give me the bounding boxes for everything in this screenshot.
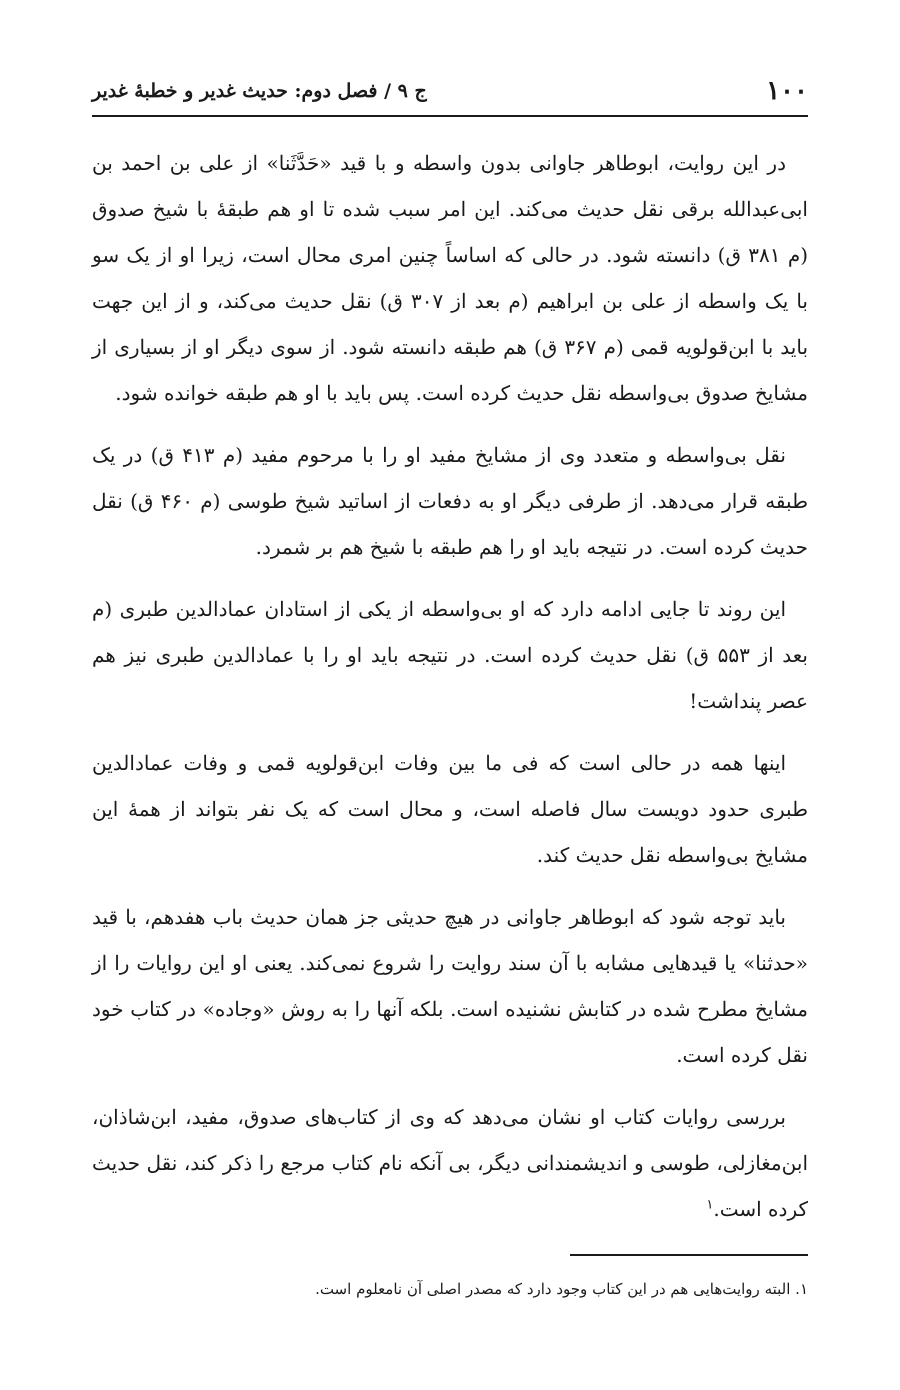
page-number: ۱۰۰ [766, 76, 808, 106]
header-rule [92, 115, 808, 117]
paragraph-1: در این روایت، ابوطاهر جاوانی بدون واسطه و با قید «حَدَّثَنا» از علی بن احمد بن ابی‌عبدالله برقی نقل حدیث می‌کند. این امر سبب شده تا او هم طبقهٔ با شیخ صدوق (م ۳۸۱ ق) دانسته شود. در حالی که اساساً چنین امری محال است، زیرا او از یک سو با یک واسطه از علی بن ابراهیم (م بعد از ۳۰۷ ق) نقل حدیث می‌کند، و از این جهت باید با ابن‌قولویه قمی (م ۳۶۷ ق) هم طبقه دانسته شود. از سوی دیگر او از بسیاری از مشایخ صدوق بی‌واسطه نقل حدیث کرده است. پس باید با او هم طبقه خوانده شود. [92, 151, 809, 405]
footnote: ۱. البته روایت‌هایی هم در این کتاب وجود دارد که مصدر اصلی آن نامعلوم است. [315, 1280, 808, 1298]
paragraph-6-wrapper [92, 1094, 808, 1232]
body-text [92, 140, 808, 1248]
footnote-reference[interactable]: ۱ [706, 1197, 714, 1213]
paragraph-6: بررسی روایات کتاب او نشان می‌دهد که وی از کتاب‌های صدوق، مفید، ابن‌شاذان، ابن‌مغازلی، طوسی و اندیشمندانی دیگر، بی آنکه نام کتاب مرجع را ذکر کند، نقل حدیث کرده است. [92, 1105, 808, 1221]
paragraph-3: این روند تا جایی ادامه دارد که او بی‌واسطه از یکی از استادان عمادالدین طبری (م بعد از ۵۵۳ ق) نقل حدیث کرده است. در نتیجه باید او را با عمادالدین طبری نیز هم عصر پنداشت! [92, 597, 808, 713]
running-head: ج ۹ / فصل دوم: حدیث غدیر و خطبهٔ غدیر [92, 80, 427, 102]
paragraph-2: نقل بی‌واسطه و متعدد وی از مشایخ مفید او را با مرحوم مفید (م ۴۱۳ ق) در یک طبقه قرار می‌دهد. از طرفی دیگر او به دفعات از اساتید شیخ طوسی (م ۴۶۰ ق) نقل حدیث کرده است. در نتیجه باید او را هم طبقه با شیخ هم بر شمرد. [92, 443, 808, 559]
paragraph-4: اینها همه در حالی است که فی ما بین وفات ابن‌قولویه قمی و وفات عمادالدین طبری حدود دویست سال فاصله است، و محال است که یک نفر بتواند از همهٔ این مشایخ بی‌واسطه نقل حدیث کند. [92, 751, 808, 867]
paragraph-5: باید توجه شود که ابوطاهر جاوانی در هیچ حدیثی جز همان حدیث باب هفدهم، با قید «حدثنا» یا قیدهایی مشابه با آن سند روایت را شروع نمی‌کند. یعنی او این روایات را از مشایخ مطرح شده در کتابش نشنیده است. بلکه آنها را به روش «وجاده» در کتاب خود نقل کرده است. [92, 905, 808, 1067]
page-header [92, 70, 808, 112]
footnote-rule [570, 1254, 808, 1256]
